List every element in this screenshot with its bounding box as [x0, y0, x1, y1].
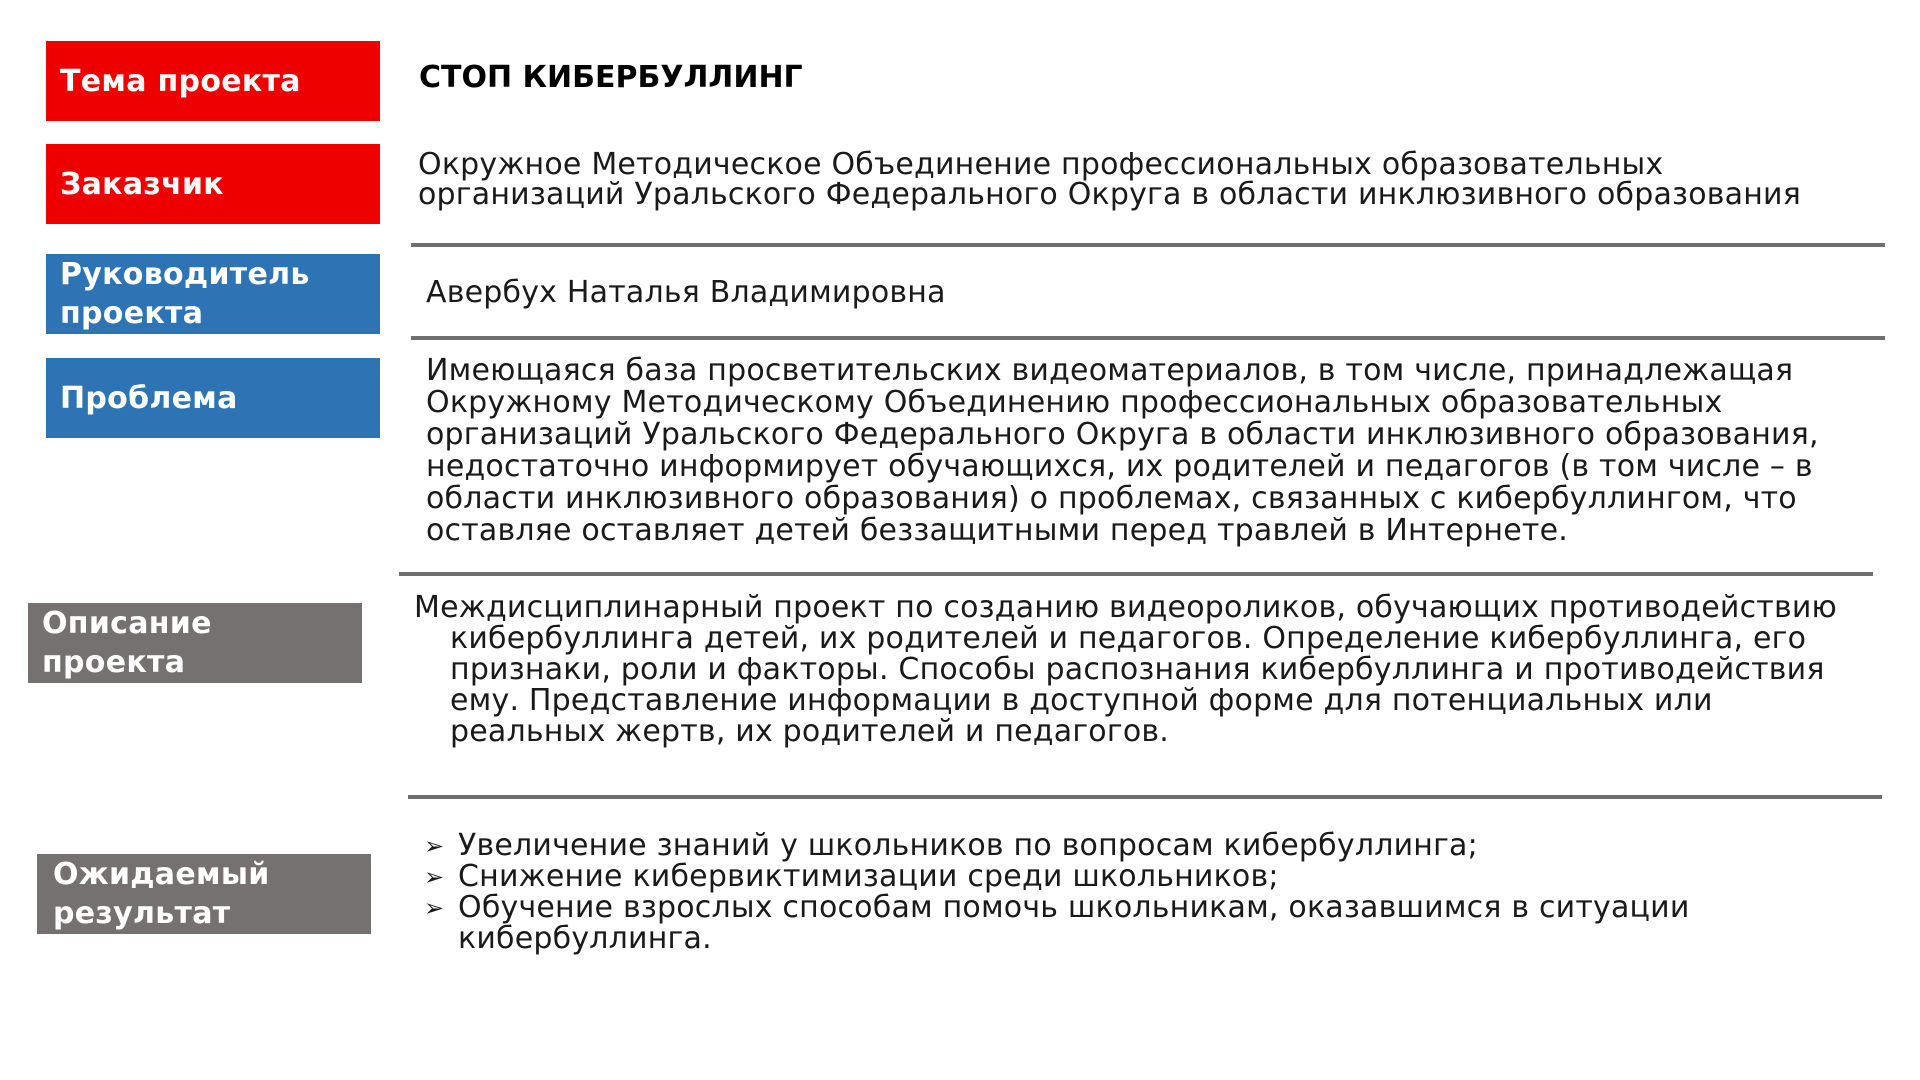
- topic-label-text: Тема проекта: [60, 63, 301, 99]
- arrow-bullet-icon: ➢: [424, 894, 445, 922]
- description-label: [28, 603, 362, 683]
- result-list: [424, 830, 1804, 954]
- divider-2: [411, 336, 1885, 340]
- customer-label-text: Заказчик: [60, 166, 224, 202]
- customer-value: Окружное Методическое Объединение профессиональных образовательных организаций Уральского Федерального Округа в области инклюзивного образования: [418, 147, 1801, 212]
- result-item-2-text: Снижение кибервиктимизации среди школьников;: [458, 859, 1279, 894]
- result-item-1-text: Увеличение знаний у школьников по вопросам кибербуллинга;: [458, 828, 1478, 863]
- problem-value: Имеющаяся база просветительских видеоматериалов, в том числе, принадлежащая Окружному Методическому Объединению профессиональных образовательных организаций Уральского Федерального Округа в области инклюзивного образования, недостаточно информирует обучающихся, их родителей и педагогов (в том числе – в области инклюзивного образования) о проблемах, связанных с кибербуллингом, что оставляе оставляет детей беззащитными перед травлей в Интернете.: [426, 353, 1819, 548]
- leader-label: [46, 254, 380, 334]
- result-label-line2: результат: [53, 896, 231, 931]
- result-item-3: [424, 892, 1804, 954]
- description-value: Междисциплинарный проект по созданию видеороликов, обучающих противодействию кибербуллинга детей, их родителей и педагогов. Определение кибербуллинга, его признаки, роли и факторы. Способы распознания кибербуллинга и противодействия ему. Представление информации в доступной форме для потенциальных или реальных жертв, их родителей и педагогов.: [414, 590, 1837, 749]
- description-label-line2: проекта: [42, 645, 186, 680]
- result-label: [37, 854, 371, 934]
- divider-3: [399, 572, 1873, 576]
- arrow-bullet-icon: ➢: [424, 863, 445, 891]
- result-item-2: [424, 861, 1804, 892]
- leader-label-line2: проекта: [60, 296, 204, 331]
- result-list-container: [424, 830, 1804, 954]
- divider-4: [408, 795, 1882, 799]
- leader-label-line1: Руководитель: [60, 257, 310, 292]
- description-label-line1: Описание: [42, 606, 212, 641]
- topic-label: [46, 41, 380, 121]
- leader-value: Авербух Наталья Владимировна: [426, 275, 946, 310]
- result-item-3-text: Обучение взрослых способам помочь школьникам, оказавшимся в ситуации кибербуллинга.: [458, 890, 1690, 956]
- result-item-1: [424, 830, 1804, 861]
- problem-label-text: Проблема: [60, 380, 238, 416]
- project-title: СТОП КИБЕРБУЛЛИНГ: [419, 60, 803, 95]
- divider-1: [411, 243, 1885, 247]
- arrow-bullet-icon: ➢: [424, 832, 445, 860]
- result-label-line1: Ожидаемый: [53, 857, 270, 892]
- customer-label: [46, 144, 380, 224]
- problem-label: [46, 358, 380, 438]
